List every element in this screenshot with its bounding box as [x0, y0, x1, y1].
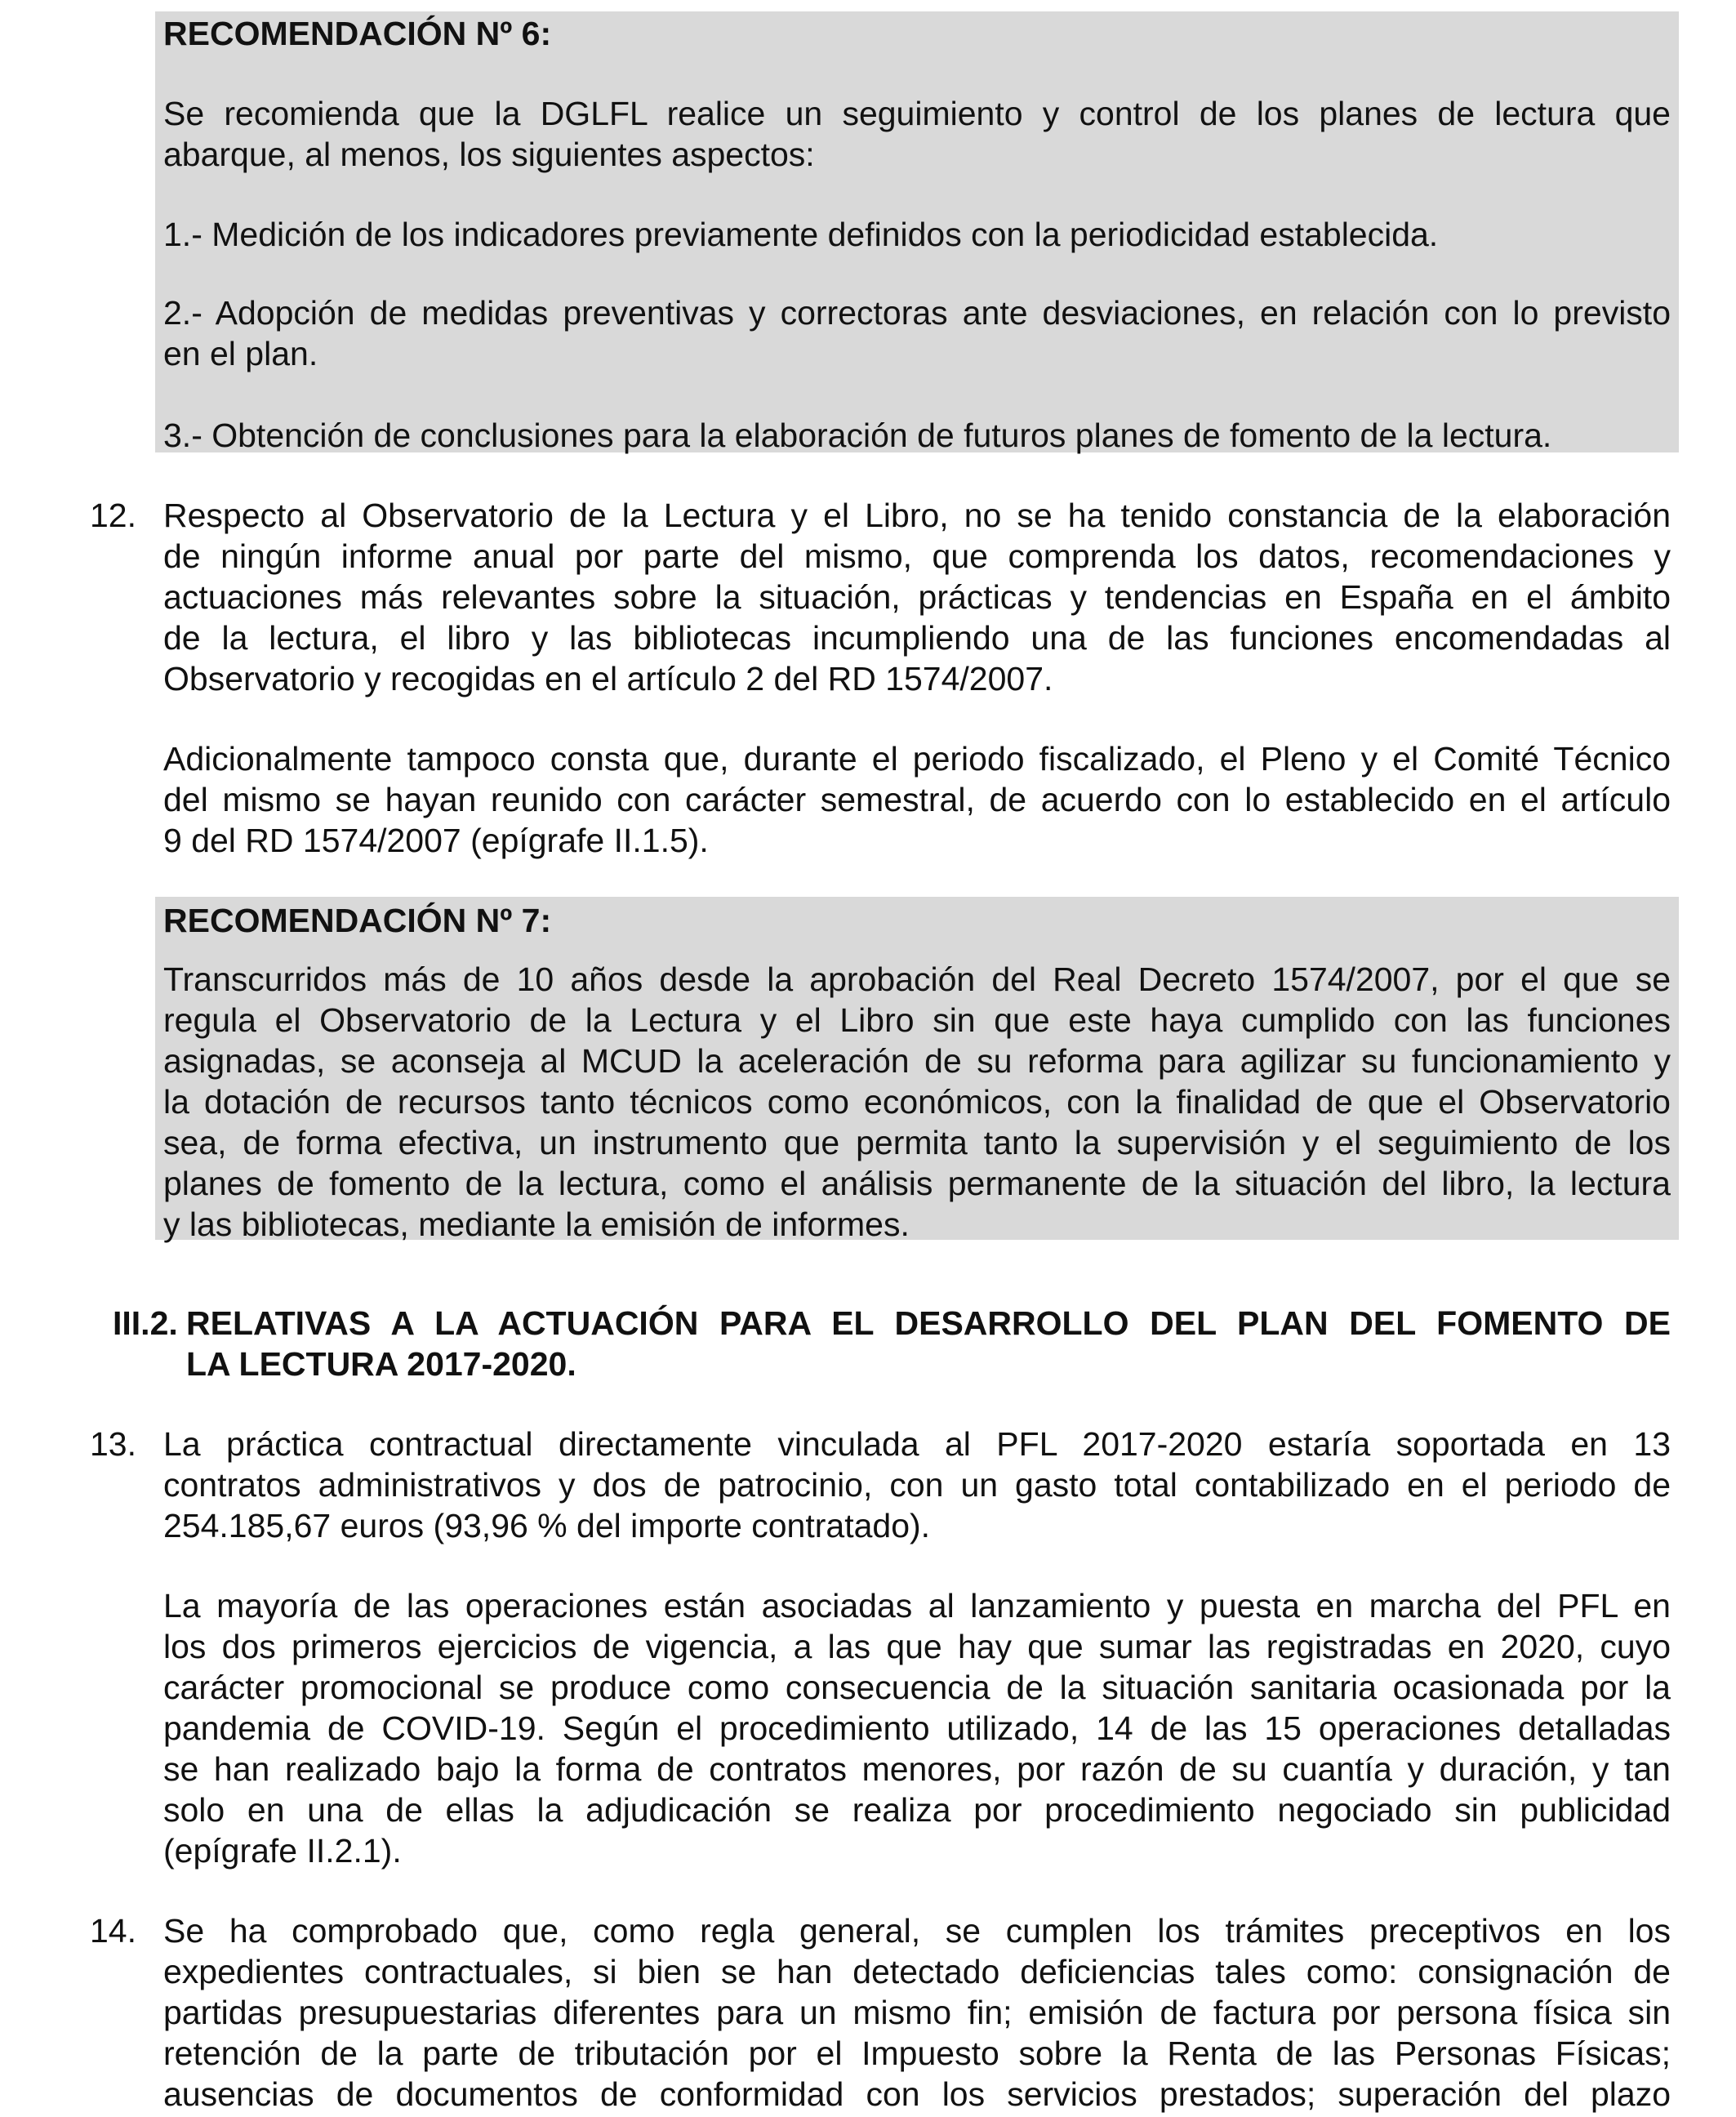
- paragraph-13-number: 13.: [90, 1425, 136, 1463]
- recommendation-7-line: sea, de forma efectiva, un instrumento que permita tanto la supervisión y el seguimiento de los: [163, 1124, 1671, 1161]
- paragraph-13-line: (epígrafe II.2.1).: [163, 1832, 402, 1870]
- recommendation-6-intro-line: abarque, al menos, los siguientes aspectos:: [163, 136, 815, 173]
- recommendation-7-line: asignadas, se aconseja al MCUD la aceleración de su reforma para agilizar su funcionamiento y: [163, 1042, 1671, 1080]
- paragraph-13-line: La práctica contractual directamente vinculada al PFL 2017-2020 estaría soportada en 13: [163, 1425, 1671, 1463]
- paragraph-12-line: 9 del RD 1574/2007 (epígrafe II.1.5).: [163, 822, 709, 859]
- recommendation-7-line: planes de fomento de la lectura, como el análisis permanente de la situación del libro, la lectura: [163, 1165, 1671, 1202]
- recommendation-6-item-2: 2.- Adopción de medidas preventivas y correctoras ante desviaciones, en relación con lo previsto: [163, 294, 1671, 332]
- paragraph-14-line: Se ha comprobado que, como regla general, se cumplen los trámites preceptivos en los: [163, 1912, 1671, 1950]
- paragraph-12-line: Adicionalmente tampoco consta que, durante el periodo fiscalizado, el Pleno y el Comité Técnico: [163, 740, 1671, 778]
- section-title: LA LECTURA 2017-2020.: [186, 1345, 576, 1383]
- paragraph-13-line: los dos primeros ejercicios de vigencia, a las que hay que sumar las registradas en 2020, cuyo: [163, 1628, 1671, 1665]
- paragraph-13-line: contratos administrativos y dos de patrocinio, con un gasto total contabilizado en el periodo de: [163, 1466, 1671, 1504]
- paragraph-12-line: del mismo se hayan reunido con carácter semestral, de acuerdo con lo establecido en el artículo: [163, 781, 1671, 818]
- paragraph-13-line: La mayoría de las operaciones están asociadas al lanzamiento y puesta en marcha del PFL en: [163, 1587, 1671, 1625]
- recommendation-6-item-2: en el plan.: [163, 335, 318, 372]
- paragraph-14-line: expedientes contractuales, si bien se han detectado deficiencias tales como: consignación de: [163, 1953, 1671, 1990]
- recommendation-7-line: la dotación de recursos tanto técnicos como económicos, con la finalidad de que el Observatorio: [163, 1083, 1671, 1121]
- paragraph-13-line: 254.185,67 euros (93,96 % del importe contratado).: [163, 1507, 931, 1544]
- paragraph-13-line: carácter promocional se produce como consecuencia de la situación sanitaria ocasionada por la: [163, 1669, 1671, 1706]
- recommendation-7-line: y las bibliotecas, mediante la emisión de informes.: [163, 1206, 910, 1243]
- recommendation-6-title: RECOMENDACIÓN Nº 6:: [163, 15, 552, 52]
- section-number: III.2.: [113, 1304, 178, 1342]
- paragraph-12-number: 12.: [90, 497, 136, 534]
- paragraph-12-line: Respecto al Observatorio de la Lectura y el Libro, no se ha tenido constancia de la elaboración: [163, 497, 1671, 534]
- paragraph-12-line: de la lectura, el libro y las bibliotecas incumpliendo una de las funciones encomendadas al: [163, 619, 1671, 657]
- paragraph-14-number: 14.: [90, 1912, 136, 1950]
- paragraph-14-line: partidas presupuestarias diferentes para un mismo fin; emisión de factura por persona física sin: [163, 1994, 1671, 2031]
- paragraph-12-line: actuaciones más relevantes sobre la situación, prácticas y tendencias en España en el ámbito: [163, 578, 1671, 616]
- recommendation-6-intro-line: Se recomienda que la DGLFL realice un seguimiento y control de los planes de lectura que: [163, 95, 1671, 132]
- paragraph-14-line: retención de la parte de tributación por el Impuesto sobre la Renta de las Personas Físicas;: [163, 2035, 1671, 2072]
- recommendation-7-line: regula el Observatorio de la Lectura y el Libro sin que este haya cumplido con las funciones: [163, 1001, 1671, 1039]
- section-title: RELATIVAS A LA ACTUACIÓN PARA EL DESARROLLO DEL PLAN DEL FOMENTO DE: [186, 1304, 1671, 1342]
- paragraph-13-line: se han realizado bajo la forma de contratos menores, por razón de su cuantía y duración, y tan: [163, 1750, 1671, 1788]
- paragraph-13-line: solo en una de ellas la adjudicación se realiza por procedimiento negociado sin publicidad: [163, 1791, 1671, 1829]
- paragraph-14-line: ausencias de documentos de conformidad con los servicios prestados; superación del plazo: [163, 2075, 1671, 2113]
- paragraph-12-line: Observatorio y recogidas en el artículo 2 del RD 1574/2007.: [163, 660, 1053, 697]
- recommendation-6-item-1: 1.- Medición de los indicadores previamente definidos con la periodicidad establecida.: [163, 216, 1439, 253]
- recommendation-7-line: Transcurridos más de 10 años desde la aprobación del Real Decreto 1574/2007, por el que se: [163, 960, 1671, 998]
- paragraph-12-line: de ningún informe anual por parte del mismo, que comprenda los datos, recomendaciones y: [163, 537, 1671, 575]
- paragraph-13-line: pandemia de COVID-19. Según el procedimiento utilizado, 14 de las 15 operaciones detalladas: [163, 1709, 1671, 1747]
- recommendation-7-title: RECOMENDACIÓN Nº 7:: [163, 902, 552, 939]
- recommendation-6-item-3: 3.- Obtención de conclusiones para la elaboración de futuros planes de fomento de la lectura.: [163, 417, 1552, 454]
